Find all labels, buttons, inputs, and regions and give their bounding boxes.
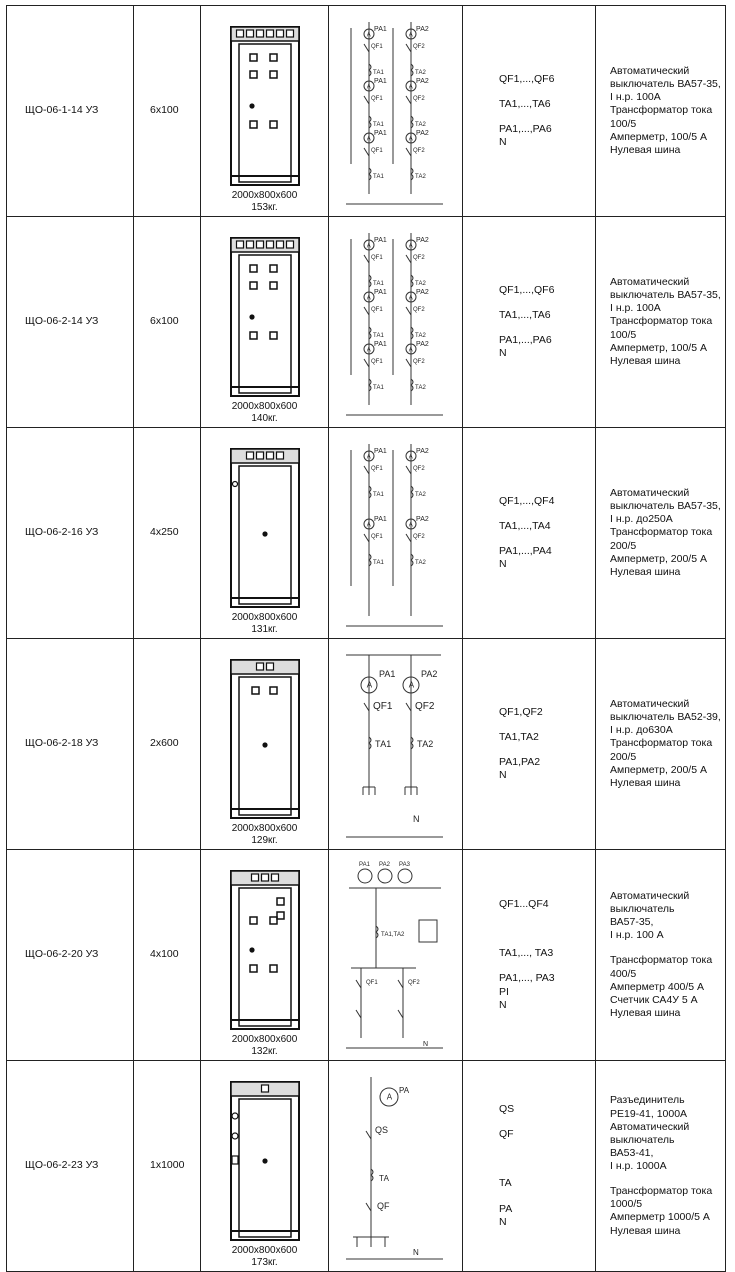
component-code <box>499 533 595 545</box>
component-codes <box>463 1061 596 1272</box>
svg-text:ТА1: ТА1 <box>372 559 384 566</box>
component-description: Амперметр, 200/5 А <box>610 763 707 776</box>
svg-text:ТА2: ТА2 <box>416 738 433 749</box>
component-description: Нулевая шина <box>610 776 681 789</box>
component-codes <box>463 6 596 217</box>
schematic-diagram <box>329 850 463 1061</box>
component-description: I н.р. 1000А <box>610 1160 667 1172</box>
component-description: Амперметр, 100/5 А <box>610 341 707 354</box>
component-code: QF <box>499 1128 514 1141</box>
component-code: QF1,...,QF6 <box>499 72 555 85</box>
cabinet-drawing-cell <box>201 850 329 1061</box>
svg-text:QF1: QF1 <box>370 358 383 365</box>
component-code <box>499 111 595 123</box>
component-description: Трансформатор тока <box>610 1185 713 1198</box>
svg-text:A: A <box>366 295 371 301</box>
cabinet-drawing-cell <box>201 428 329 639</box>
component-codes <box>463 639 596 850</box>
component-description: Автоматический <box>610 1120 690 1133</box>
schematic-diagram <box>329 1061 463 1272</box>
component-description: Амперметр, 200/5 А <box>610 552 707 565</box>
svg-text:A: A <box>366 136 371 142</box>
cabinet-drawing-cell <box>201 6 329 217</box>
cabinet-name: ЩО-06-1-14 УЗ <box>7 6 134 217</box>
svg-text:A: A <box>408 243 413 249</box>
svg-text:РА2: РА2 <box>415 288 429 296</box>
svg-text:ТА2: ТА2 <box>414 173 426 180</box>
component-code: N <box>499 998 507 1011</box>
svg-text:A: A <box>408 84 413 90</box>
svg-text:A: A <box>366 243 371 249</box>
component-descriptions <box>596 428 726 639</box>
cabinet-dimensions: 2000х800х600 <box>231 1033 298 1045</box>
rated-current: 4х100 <box>134 850 201 1061</box>
component-descriptions <box>596 6 726 217</box>
component-description: Трансформатор тока <box>610 315 713 328</box>
component-description: выключатель <box>610 903 675 916</box>
table-row <box>7 6 726 217</box>
component-description: 100/5 <box>610 117 637 130</box>
svg-text:РА2: РА2 <box>415 447 429 455</box>
component-description: Счетчик СА4У 5 А <box>610 993 698 1006</box>
component-code <box>499 744 595 756</box>
component-code <box>499 719 595 731</box>
component-description: 200/5 <box>610 750 637 763</box>
cabinet-dimensions: 2000х800х600 <box>231 822 298 834</box>
component-code <box>499 1141 595 1153</box>
component-code: N <box>499 136 507 149</box>
svg-text:QF: QF <box>376 1200 389 1211</box>
svg-text:РА1: РА1 <box>373 236 387 244</box>
component-codes <box>463 428 596 639</box>
component-description: Автоматический <box>610 698 690 711</box>
component-description: ВА53-41, <box>610 1146 654 1159</box>
cabinet-name: ЩО-06-2-14 УЗ <box>7 217 134 428</box>
component-code: PA <box>499 1202 513 1215</box>
component-code: PA1,...,PA6 <box>499 123 552 135</box>
cabinet-dimensions: 2000х800х600 <box>231 1244 298 1256</box>
component-description: Амперметр 400/5 А <box>610 980 705 993</box>
cabinet-name: ЩО-06-2-23 УЗ <box>7 1061 134 1272</box>
component-description: ВА57-35, <box>610 916 654 929</box>
svg-text:РА: РА <box>398 1085 409 1095</box>
component-code: TA1,..., TA3 <box>499 947 554 960</box>
cabinet-dimensions: 2000х800х600 <box>231 611 298 623</box>
cabinet-drawing-cell <box>201 1061 329 1272</box>
cabinet-drawing <box>230 870 300 1030</box>
svg-text:РА1: РА1 <box>373 25 387 33</box>
component-codes <box>463 850 596 1061</box>
svg-text:РА1: РА1 <box>358 861 370 868</box>
rated-current: 1х1000 <box>134 1061 201 1272</box>
svg-text:QF1: QF1 <box>365 979 378 986</box>
svg-text:QF1: QF1 <box>370 533 383 540</box>
cabinet-weight: 140кг. <box>251 412 278 424</box>
svg-text:ТА1: ТА1 <box>372 69 384 76</box>
svg-text:A: A <box>366 680 372 689</box>
component-code: PA1,...,PA6 <box>499 334 552 346</box>
component-description: выключатель ВА52-39, <box>610 711 721 724</box>
component-description: Трансформатор тока <box>610 526 713 539</box>
svg-text:ТА1: ТА1 <box>372 121 384 128</box>
rated-current: 4х250 <box>134 428 201 639</box>
svg-text:РА2: РА2 <box>415 515 429 523</box>
svg-text:QF2: QF2 <box>407 979 420 986</box>
svg-text:ТА1: ТА1 <box>372 173 384 180</box>
component-description: I н.р. 100 А <box>610 929 664 942</box>
component-code: PA1,..., PA3 <box>499 972 555 985</box>
svg-text:QF1: QF1 <box>370 43 383 50</box>
component-code <box>499 923 595 935</box>
component-description: I н.р. 100А <box>610 302 661 315</box>
component-description: выключатель <box>610 1133 675 1146</box>
svg-text:A: A <box>408 295 413 301</box>
svg-text:QF2: QF2 <box>412 358 425 365</box>
svg-text:ТА: ТА <box>378 1173 389 1183</box>
svg-text:QF2: QF2 <box>412 95 425 102</box>
cabinet-weight: 132кг. <box>251 1045 278 1057</box>
component-description: Автоматический <box>610 276 690 289</box>
svg-text:ТА2: ТА2 <box>414 332 426 339</box>
component-code: QF1,...,QF4 <box>499 494 555 507</box>
component-descriptions <box>596 639 726 850</box>
svg-text:A: A <box>408 32 413 38</box>
svg-text:QF1: QF1 <box>372 700 392 712</box>
svg-text:A: A <box>408 136 413 142</box>
svg-text:ТА2: ТА2 <box>414 280 426 287</box>
component-description: Автоматический <box>610 65 690 78</box>
component-code <box>499 1165 595 1177</box>
component-description: I н.р. до630А <box>610 724 673 737</box>
cabinet-name: ЩО-06-2-16 УЗ <box>7 428 134 639</box>
component-code: N <box>499 1215 507 1228</box>
component-description: Нулевая шина <box>610 565 681 578</box>
svg-text:QF2: QF2 <box>412 254 425 261</box>
cabinet-weight: 129кг. <box>251 834 278 846</box>
component-description: Разъединитель <box>610 1094 685 1107</box>
component-code: TA <box>499 1177 512 1190</box>
svg-text:A: A <box>408 680 414 689</box>
table-row <box>7 639 726 850</box>
cabinet-weight: 173кг. <box>251 1256 278 1268</box>
svg-text:A: A <box>366 32 371 38</box>
component-description: Трансформатор тока <box>610 104 713 117</box>
component-code <box>499 1191 595 1203</box>
svg-text:QF1: QF1 <box>370 95 383 102</box>
component-description: Амперметр, 100/5 А <box>610 130 707 143</box>
cabinet-weight: 153кг. <box>251 201 278 213</box>
schematic-diagram <box>329 6 463 217</box>
svg-text:A: A <box>408 347 413 353</box>
svg-text:РА3: РА3 <box>398 861 410 868</box>
svg-text:РА1: РА1 <box>373 77 387 85</box>
cabinet-drawing <box>230 1081 300 1241</box>
svg-text:N: N <box>412 1247 419 1257</box>
component-code: TA1,...,TA4 <box>499 519 551 532</box>
component-code: TA1,TA2 <box>499 730 539 743</box>
svg-text:QF1: QF1 <box>370 147 383 154</box>
component-description: выключатель ВА57-35, <box>610 500 721 513</box>
svg-text:РА2: РА2 <box>415 77 429 85</box>
component-description: Амперметр 1000/5 А <box>610 1211 710 1224</box>
component-description: Трансформатор тока <box>610 737 713 750</box>
svg-text:ТА1: ТА1 <box>372 332 384 339</box>
svg-text:ТА1: ТА1 <box>372 491 384 498</box>
svg-text:QF2: QF2 <box>412 43 425 50</box>
component-code: QF1...QF4 <box>499 898 549 911</box>
cabinet-name: ЩО-06-2-20 УЗ <box>7 850 134 1061</box>
component-code <box>499 1116 595 1128</box>
svg-text:РА2: РА2 <box>420 668 437 679</box>
svg-text:QS: QS <box>374 1124 388 1135</box>
svg-text:QF1: QF1 <box>370 465 383 472</box>
component-description: Нулевая шина <box>610 354 681 367</box>
schematic-diagram <box>329 639 463 850</box>
component-description: Автоматический <box>610 889 690 902</box>
cabinet-drawing <box>230 237 300 397</box>
svg-text:ТА1: ТА1 <box>372 384 384 391</box>
component-code: N <box>499 558 507 571</box>
svg-text:РА2: РА2 <box>415 129 429 137</box>
component-description: 100/5 <box>610 328 637 341</box>
svg-text:ТА1: ТА1 <box>374 738 391 749</box>
svg-text:A: A <box>366 84 371 90</box>
component-description: I н.р. 100А <box>610 91 661 104</box>
component-code: PI <box>499 985 509 998</box>
svg-text:РА2: РА2 <box>415 236 429 244</box>
table-row <box>7 1061 726 1272</box>
component-code <box>499 86 595 98</box>
component-code <box>499 322 595 334</box>
component-code <box>499 960 595 972</box>
svg-text:РА2: РА2 <box>378 861 390 868</box>
component-description: Нулевая шина <box>610 143 681 156</box>
table-row <box>7 217 726 428</box>
svg-text:ТА2: ТА2 <box>414 69 426 76</box>
component-code: QF1,QF2 <box>499 705 543 718</box>
svg-text:ТА1,ТА2: ТА1,ТА2 <box>380 931 404 938</box>
svg-text:РА2: РА2 <box>415 25 429 33</box>
rated-current: 6х100 <box>134 6 201 217</box>
svg-text:A: A <box>366 522 371 528</box>
component-codes <box>463 217 596 428</box>
table-row <box>7 428 726 639</box>
component-code: N <box>499 769 507 782</box>
svg-text:N: N <box>422 1040 428 1048</box>
svg-text:QF2: QF2 <box>412 533 425 540</box>
component-descriptions <box>596 850 726 1061</box>
svg-text:РА1: РА1 <box>378 668 395 679</box>
cabinet-drawing <box>230 26 300 186</box>
svg-text:QF1: QF1 <box>370 254 383 261</box>
component-description <box>610 1173 725 1185</box>
component-description: Автоматический <box>610 487 690 500</box>
component-description: Нулевая шина <box>610 1006 681 1019</box>
component-description <box>610 942 725 954</box>
svg-text:ТА2: ТА2 <box>414 121 426 128</box>
component-description: 1000/5 <box>610 1198 643 1211</box>
rated-current: 6х100 <box>134 217 201 428</box>
svg-text:A: A <box>408 454 413 460</box>
cabinet-dimensions: 2000х800х600 <box>231 189 298 201</box>
svg-text:РА2: РА2 <box>415 340 429 348</box>
equipment-spec-table <box>6 5 726 1272</box>
svg-text:РА1: РА1 <box>373 515 387 523</box>
component-code <box>499 297 595 309</box>
component-description: Трансформатор тока <box>610 954 713 967</box>
component-code: TA1,...,TA6 <box>499 308 551 321</box>
component-code: QF1,...,QF6 <box>499 283 555 296</box>
cabinet-drawing <box>230 448 300 608</box>
svg-text:РА1: РА1 <box>373 129 387 137</box>
svg-text:ТА2: ТА2 <box>414 491 426 498</box>
svg-text:A: A <box>386 1092 392 1101</box>
svg-text:A: A <box>408 522 413 528</box>
svg-text:QF2: QF2 <box>412 147 425 154</box>
schematic-diagram <box>329 428 463 639</box>
component-code <box>499 911 595 923</box>
cabinet-drawing-cell <box>201 639 329 850</box>
svg-text:ТА1: ТА1 <box>372 280 384 287</box>
svg-text:QF2: QF2 <box>412 306 425 313</box>
svg-text:ТА2: ТА2 <box>414 384 426 391</box>
cabinet-drawing-cell <box>201 217 329 428</box>
component-code <box>499 1153 595 1165</box>
component-code: N <box>499 347 507 360</box>
table-row <box>7 850 726 1061</box>
cabinet-drawing <box>230 659 300 819</box>
schematic-diagram <box>329 217 463 428</box>
component-descriptions <box>596 1061 726 1272</box>
svg-text:A: A <box>366 347 371 353</box>
svg-text:N: N <box>412 813 419 824</box>
component-description: РЕ19-41, 1000А <box>610 1107 688 1120</box>
cabinet-name: ЩО-06-2-18 УЗ <box>7 639 134 850</box>
svg-text:ТА2: ТА2 <box>414 559 426 566</box>
cabinet-weight: 131кг. <box>251 623 278 635</box>
rated-current: 2х600 <box>134 639 201 850</box>
cabinet-dimensions: 2000х800х600 <box>231 400 298 412</box>
component-description: выключатель ВА57-35, <box>610 289 721 302</box>
component-description: выключатель ВА57-35, <box>610 78 721 91</box>
svg-text:РА1: РА1 <box>373 447 387 455</box>
component-code: PA1,...,PA4 <box>499 545 552 557</box>
component-code: PA1,PA2 <box>499 756 541 768</box>
component-code: QS <box>499 1103 515 1116</box>
component-code <box>499 935 595 947</box>
component-description: Нулевая шина <box>610 1224 681 1237</box>
svg-text:QF2: QF2 <box>412 465 425 472</box>
component-description: I н.р. до250А <box>610 513 673 526</box>
svg-text:QF1: QF1 <box>370 306 383 313</box>
component-description: 400/5 <box>610 967 637 980</box>
component-code: TA1,...,TA6 <box>499 97 551 110</box>
component-description: 200/5 <box>610 539 637 552</box>
component-code <box>499 508 595 520</box>
svg-text:QF2: QF2 <box>414 700 434 712</box>
svg-text:РА1: РА1 <box>373 340 387 348</box>
component-descriptions <box>596 217 726 428</box>
svg-text:A: A <box>366 454 371 460</box>
svg-text:РА1: РА1 <box>373 288 387 296</box>
